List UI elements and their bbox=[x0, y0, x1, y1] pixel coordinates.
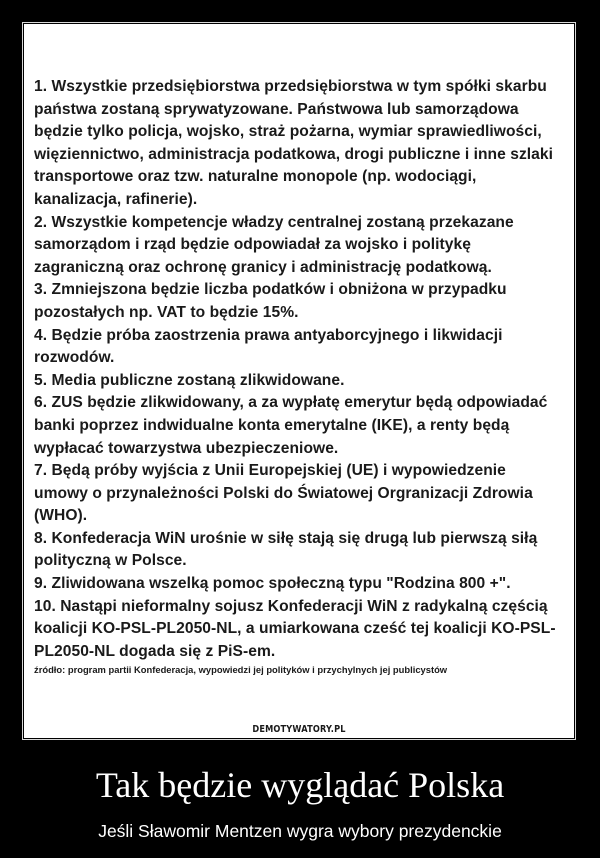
point-8: 8. Konfederacja WiN urośnie w siłę stają się drugą lub pierwszą siłą polityczną w Polsce. bbox=[34, 529, 538, 570]
point-6: 6. ZUS będzie zlikwidowany, a za wypłatę emerytur będą odpowiadać banki poprzez indwidualne konta emerytalne (IKE), a renty będą wypłacać towarzystwa ubezpieczeniowe. bbox=[34, 394, 548, 457]
point-10: 10. Nastąpi nieformalny sojusz Konfederacji WiN z radykalną częścią koalicji KO-PSL-PL2050-NL, a umiarkowana cześć tej koalicji KO-PSL-PL2050-NL dogada się z PiS-em. bbox=[34, 597, 556, 660]
point-9: 9. Zliwidowana wszelką pomoc społeczną typu "Rodzina 800 +". bbox=[34, 575, 511, 593]
point-5: 5. Media publiczne zostaną zlikwidowane. bbox=[34, 371, 345, 389]
poster-card bbox=[24, 24, 574, 738]
site-watermark: DEMOTYWATORY.PL bbox=[252, 724, 346, 735]
poster-frame bbox=[22, 22, 576, 740]
point-2: 2. Wszystkie kompetencje władzy centralnej zostaną przekazane samorządom i rząd będzie odpowiadał za wojsko i politykę zagraniczną oraz ochronę granicy i administrację podatkową. bbox=[34, 213, 514, 276]
point-1: 1. Wszystkie przedsiębiorstwa przedsiębiorstwa w tym spółki skarbu państwa zostaną sprywatyzowane. Państwowa lub samorządowa będzie tylko policja, wojsko, straż pożarna, wymiar sprawiedliwości, więziennictwo, administracja podatkowa, drogi publiczne i inne szlaki transportowe oraz tzw. naturalne monopole (np. wodociągi, kanalizacja, rafinerie). bbox=[34, 78, 554, 208]
source-note: źródło: program partii Konfederacja, wypowiedzi jej polityków i przychylnych jej publicystów bbox=[34, 664, 448, 676]
points-list bbox=[34, 76, 562, 663]
point-4: 4. Będzie próba zaostrzenia prawa antyaborcyjnego i likwidacji rozwodów. bbox=[34, 326, 503, 367]
point-3: 3. Zmniejszona będzie liczba podatków i obniżona w przypadku pozostałych np. VAT to będzie 15%. bbox=[34, 281, 507, 321]
point-7: 7. Będą próby wyjścia z Unii Europejskiej (UE) i wypowiedzenie umowy o przynależności Polski do Światowej Orgranizacji Zdrowia (WHO). bbox=[34, 462, 533, 525]
poster-title: Tak będzie wyglądać Polska bbox=[95, 765, 505, 805]
poster-subtitle: Jeśli Sławomir Mentzen wygra wybory prezydenckie bbox=[98, 821, 502, 841]
